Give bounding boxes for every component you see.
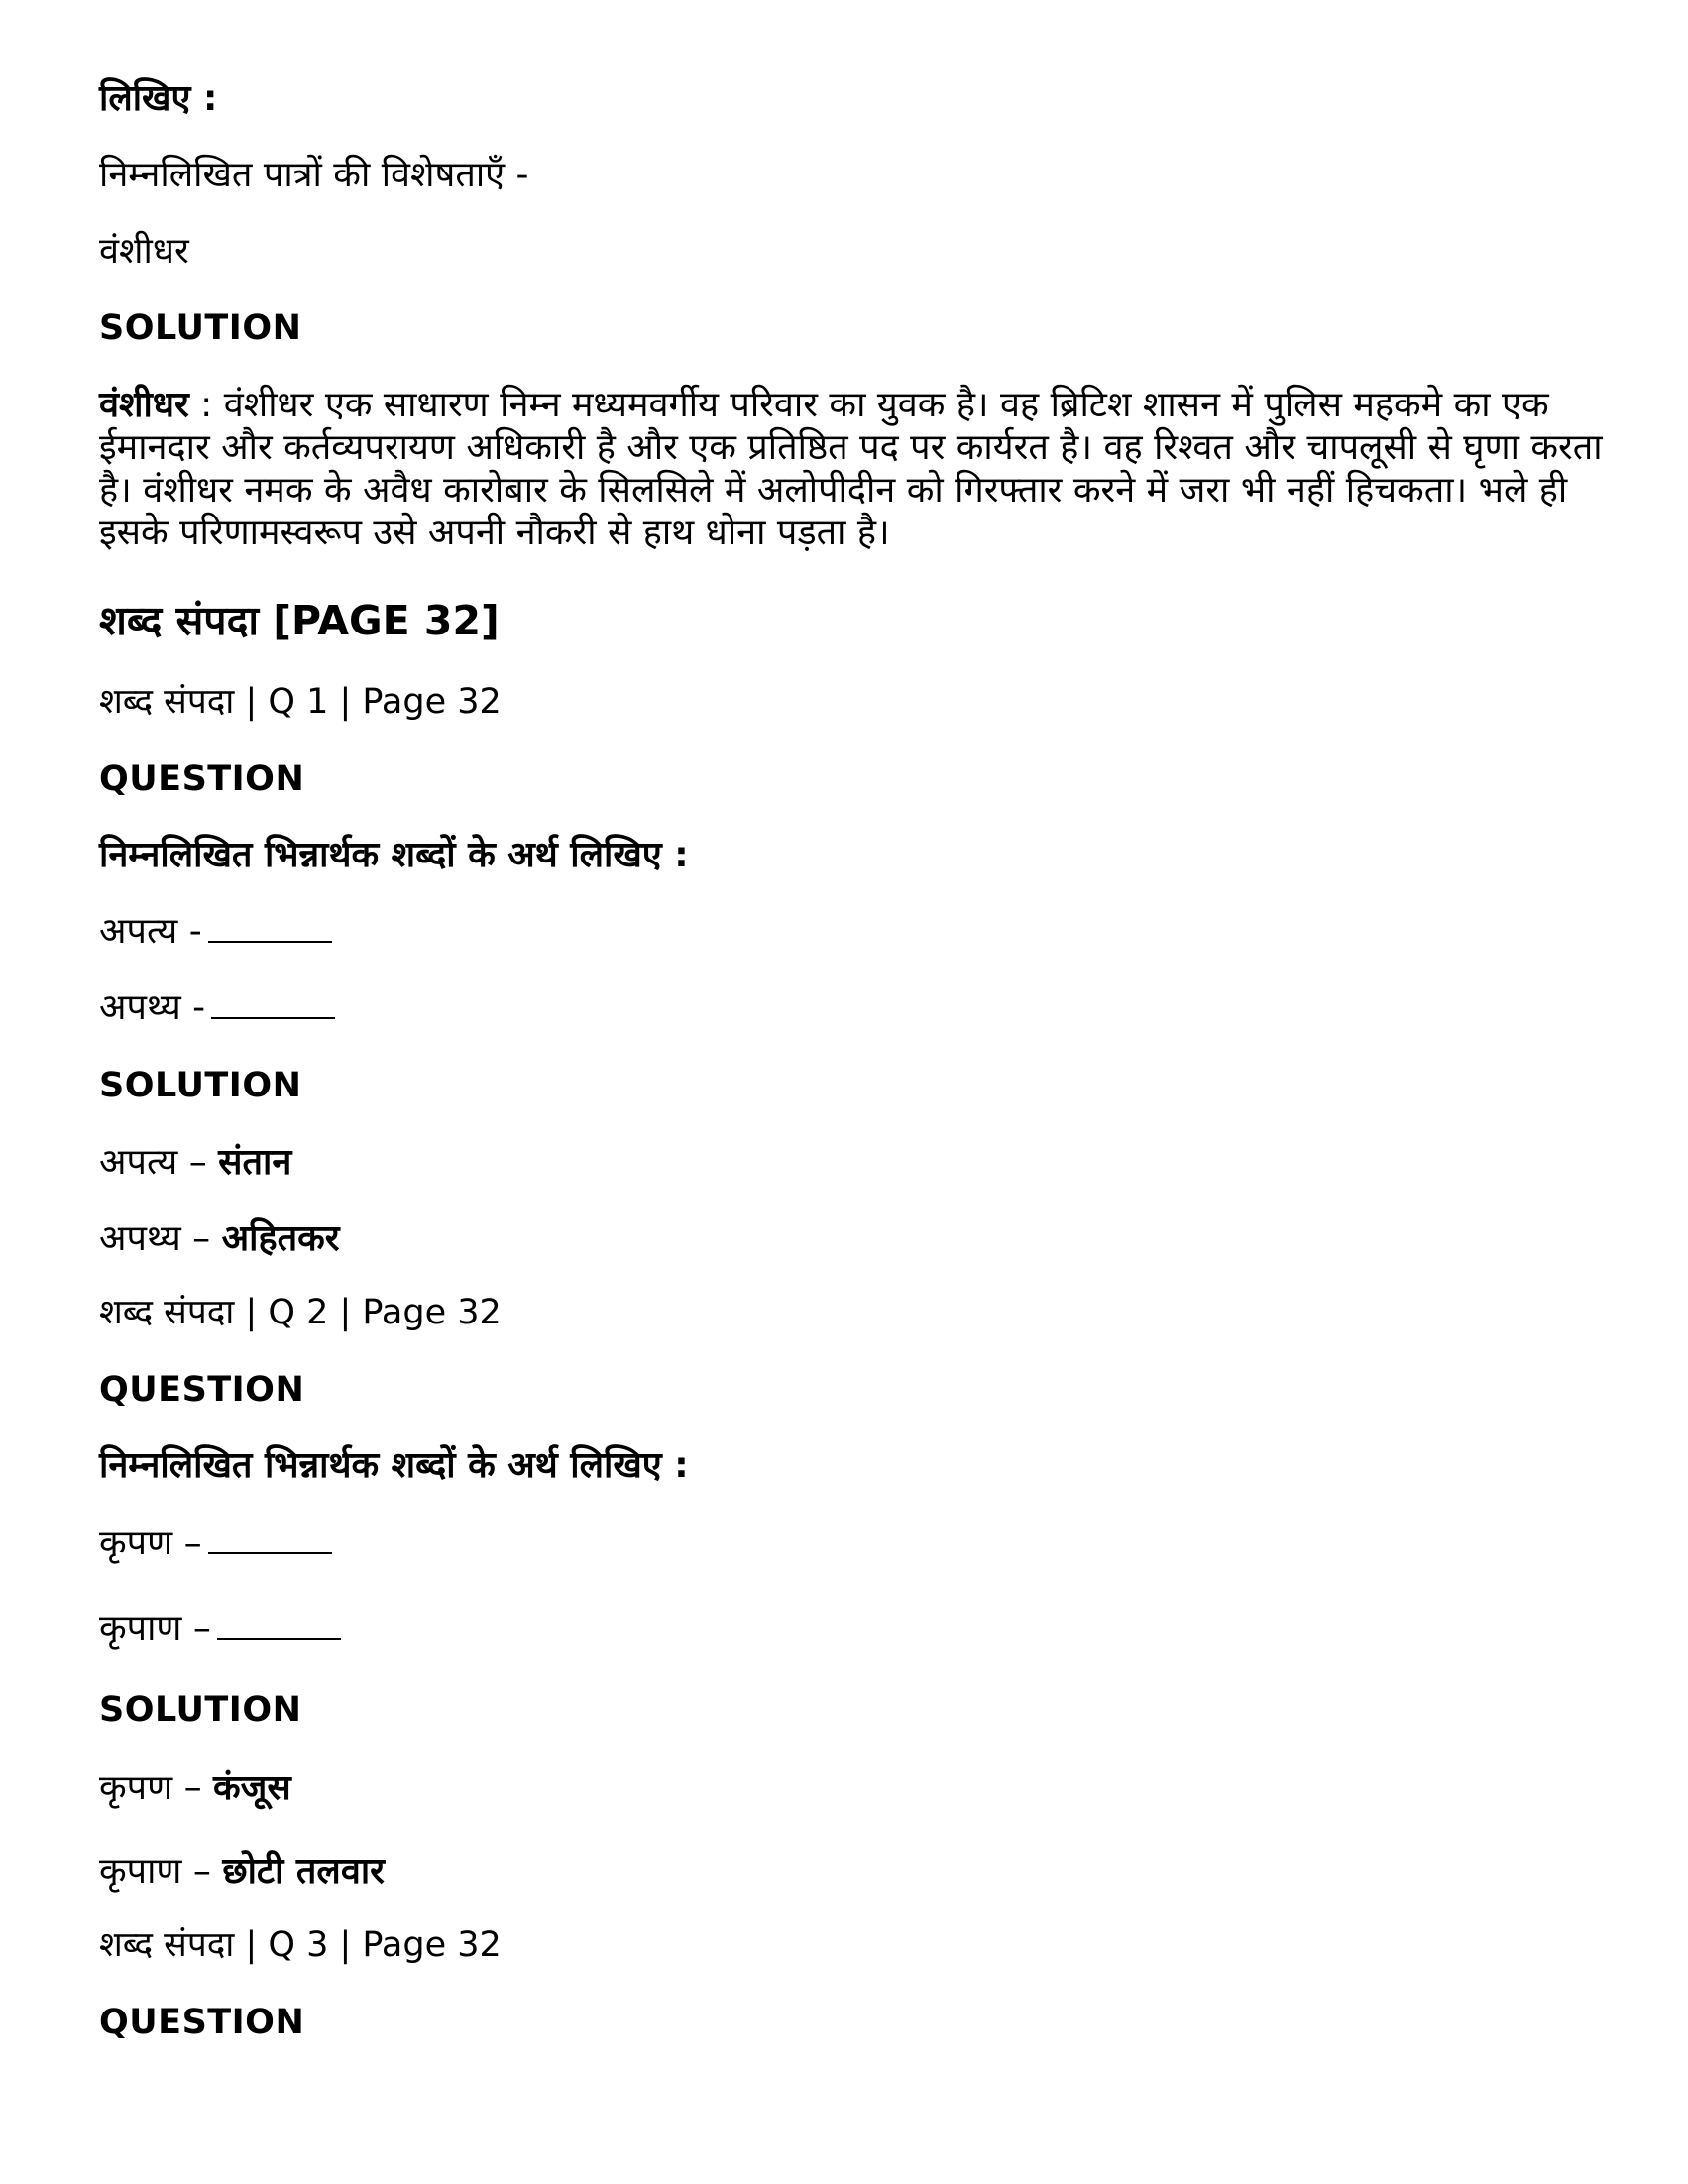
answer-blank [208, 911, 332, 943]
item-word: अपत्य - [99, 911, 202, 952]
answer-meaning: अहितकर [221, 1218, 340, 1259]
item-word: अपथ्य - [99, 987, 206, 1028]
solution-paragraph [99, 384, 1606, 554]
answer-dash: – [172, 1768, 214, 1808]
answer-meaning: कंजूस [213, 1768, 291, 1808]
answer-blank [217, 1608, 341, 1640]
question-item [99, 1607, 341, 1651]
answer-dash: – [181, 1851, 223, 1892]
item-word: कृपण – [99, 1523, 202, 1563]
question-item [99, 1522, 332, 1565]
question-reference: शब्द संपदा | Q 1 | Page 32 [99, 682, 502, 722]
answer-word: कृपाण [99, 1851, 182, 1892]
answer-line [99, 1141, 291, 1185]
question-label: QUESTION [99, 1370, 305, 1410]
character-name: वंशीधर [99, 231, 189, 272]
question-prompt: निम्नलिखित भिन्नार्थक शब्दों के अर्थ लिखिए : [99, 835, 689, 875]
question-label: QUESTION [99, 2003, 305, 2042]
solution-text: : वंशीधर एक साधारण निम्न मध्यमवर्गीय परिवार का युवक है। वह ब्रिटिश शासन में पुलिस महकमे का एक ईमानदार और कर्तव्यपरायण अधिकारी है और एक प्रतिष्ठित पद पर कार्यरत है। वह रिश्वत और चापलूसी से घृणा करता है। वंशीधर नमक के अवैध कारोबार के सिलसिले में अलोपीदीन को गिरफ्तार करने में जरा भी नहीं हिचकता। भले ही इसके परिणामस्वरूप उसे अपनी नौकरी से हाथ धोना पड़ता है। [99, 385, 1603, 553]
solution-label: SOLUTION [99, 308, 302, 348]
answer-dash: – [177, 1142, 219, 1183]
question-label: QUESTION [99, 759, 305, 799]
solution-term: वंशीधर [99, 385, 189, 425]
write-heading: लिखिए : [99, 78, 218, 119]
answer-line [99, 1217, 339, 1261]
answer-meaning: छोटी तलवार [222, 1851, 385, 1892]
question-item [99, 986, 335, 1030]
answer-blank [208, 1523, 332, 1554]
answer-dash: – [180, 1218, 222, 1259]
question-reference: शब्द संपदा | Q 2 | Page 32 [99, 1293, 502, 1332]
answer-blank [211, 987, 335, 1019]
answer-word: कृपण [99, 1768, 173, 1808]
question-item [99, 910, 332, 954]
section-title: शब्द संपदा [PAGE 32] [99, 597, 500, 644]
answer-word: अपत्य [99, 1142, 178, 1183]
item-word: कृपाण – [99, 1608, 211, 1649]
solution-label: SOLUTION [99, 1066, 302, 1105]
answer-line [99, 1850, 385, 1894]
characters-prompt: निम्नलिखित पात्रों की विशेषताएँ - [99, 155, 529, 195]
question-prompt: निम्नलिखित भिन्नार्थक शब्दों के अर्थ लिखिए : [99, 1445, 689, 1486]
solution-label: SOLUTION [99, 1690, 302, 1730]
answer-line [99, 1767, 291, 1810]
answer-meaning: संतान [218, 1142, 292, 1183]
answer-word: अपथ्य [99, 1218, 181, 1259]
question-reference: शब्द संपदा | Q 3 | Page 32 [99, 1925, 502, 1965]
